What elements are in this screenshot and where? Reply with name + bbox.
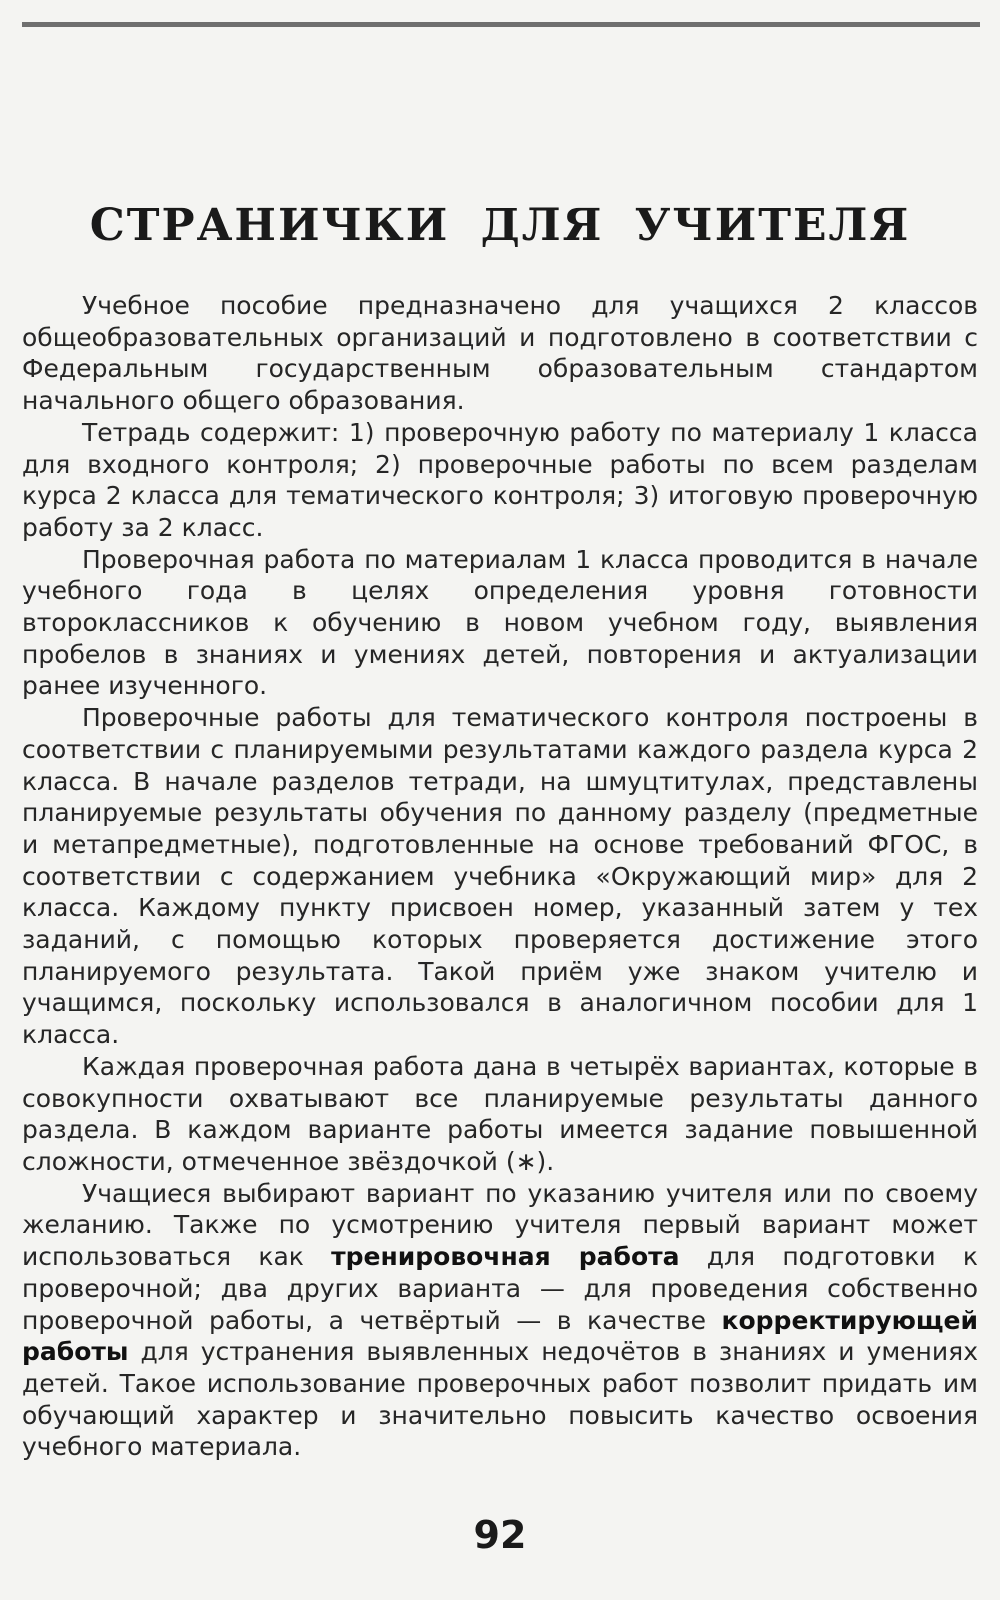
paragraph-6-text-2: для подготовки к проверочной; два других варианта — для проведения собственно проверочной работы, а четвёртый — в качестве (22, 1242, 978, 1335)
paragraph-1: Учебное пособие предназначено для учащихся 2 классов общеобразовательных организаций и подготовлено в соответствии с Федеральным государственным образовательным стандартом начального общего образования. (22, 291, 978, 416)
paragraph-6-text-3: для устранения выявленных недочётов в знаниях и умениях детей. Такое использование проверочных работ позволит придать им обучающий характер и значительно повысить качество освоения учебного материала. (22, 1337, 978, 1462)
emphasis-corrective-work: корректирующей работы (22, 1305, 978, 1367)
paragraph-3: Проверочная работа по материалам 1 класса проводится в начале учебного года в целях определения уровня готовности второклассников к обучению в новом учебном году, выявления пробелов в знаниях и умениях детей, повторения и актуализации ранее изученного. (22, 544, 978, 701)
paragraph-6 (22, 1178, 978, 1463)
paragraph-4: Проверочные работы для тематического контроля построены в соответствии с планируемыми результатами каждого раздела курса 2 класса. В начале разделов тетради, на шмуцтитулах, представлены планируемые результаты обучения по данному разделу (предметные и метапредметные), подготовленные на основе требований ФГОС, в соответствии с содержанием учебника «Окружающий мир» для 2 класса. Каждому пункту присвоен номер, указанный затем у тех заданий, с помощью которых проверяется достижение этого планируемого результата. Такой приём уже знаком учителю и учащимся, поскольку использовался в аналогичном пособии для 1 класса. (22, 703, 978, 1050)
paragraph-2: Тетрадь содержит: 1) проверочную работу по материалу 1 класса для входного контроля; 2) проверочные работы по всем разделам курса 2 класса для тематического контроля; 3) итоговую проверочную работу за 2 класс. (22, 417, 978, 542)
body-text (22, 290, 978, 1463)
top-rule (22, 22, 980, 27)
paragraph-5: Каждая проверочная работа дана в четырёх вариантах, которые в совокупности охватывают все планируемые результаты данного раздела. В каждом варианте работы имеется задание повышенной сложности, отмеченное звёздочкой (∗). (22, 1051, 978, 1176)
page-heading: СТРАНИЧКИ ДЛЯ УЧИТЕЛЯ (89, 200, 911, 251)
page-number: 92 (473, 1513, 527, 1557)
emphasis-training-work: тренировочная работа (331, 1242, 680, 1272)
paragraph-6-text-1: Учащиеся выбирают вариант по указанию учителя или по своему желанию. Также по усмотрению учителя первый вариант может использоваться как (22, 1178, 978, 1272)
